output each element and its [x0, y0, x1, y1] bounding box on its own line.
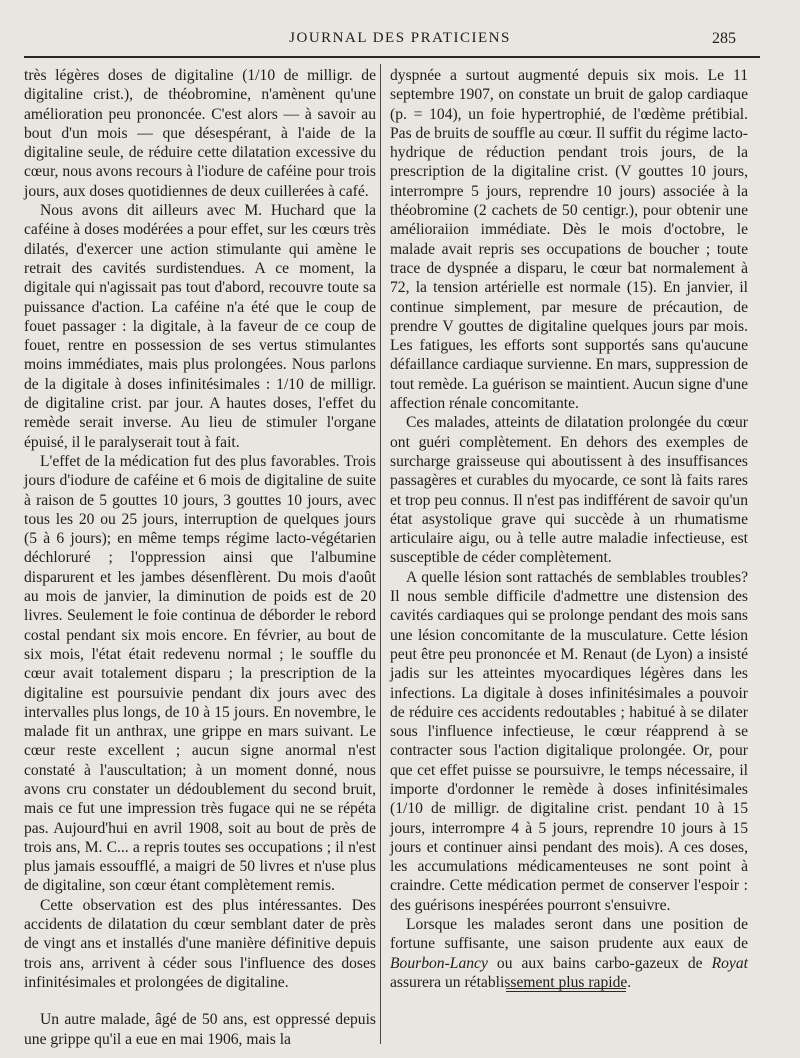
left-column	[24, 66, 376, 1049]
place-name: Bourbon-Lancy	[390, 954, 488, 972]
paragraph-text: Lorsque les malades seront dans une position de fortune suffisante, une saison prudente aux eaux de	[390, 916, 748, 953]
paragraph: Ces malades, atteints de dilatation prolongée du cœur ont guéri complètement. En dehors des exemples de surcharge graisseuse qui aboutissent à des insuffisances passagères et curables du myocarde, ce sont là faits rares et trop peu connus. Il n'est pas indifférent de savoir qu'un état asystolique grave qui succède à un rhumatisme articulaire aigu, ou à telle autre maladie infectieuse, est susceptible de céder complètement.	[390, 414, 748, 567]
column-divider	[380, 64, 381, 1044]
paragraph: Nous avons dit ailleurs avec M. Huchard que la caféine à doses modérées a pour effet, sur les cœurs très dilatés, d'exercer une action stimulante qui amène le retrait des cavités surdistendues. A ce moment, la digitale qui n'agissait pas tout d'abord, recouvre toute sa puissance d'action. La caféine n'a été que le coup de fouet passager : la digitale, à la faveur de ce coup de fouet, rentre en possession de ses vertus stimulantes moins immédiates, mais plus prolongées. Nous parlons de la digitale à doses infinitésimales : 1/10 de milligr. de digitaline crist. par jour. A hautes doses, l'effet du remède serait inverse. Au lieu de stimuler l'organe épuisé, il le paralyserait tout à fait.	[24, 202, 376, 451]
end-rule	[506, 988, 626, 989]
paragraph: très légères doses de digitaline (1/10 de milligr. de digitaline crist.), de théobromine, n'amènent qu'une amélioration peu prononcée. C'est alors — à savoir au bout d'un mois — que désespérant, à l'aide de la digitaline seule, de réduire cette dilatation excessive du cœur, nous avons recours à l'iodure de caféine pour trois jours, aux doses quotidiennes de deux cuillerées à café.	[24, 67, 376, 200]
paragraph: Cette observation est des plus intéressantes. Des accidents de dilatation du cœur semblant dater de près de vingt ans et installés d'une manière définitive depuis trois ans, arrivent à céder sous l'influence des doses infinitésimales et prolongées de digitaline.	[24, 896, 376, 991]
running-title: JOURNAL DES PRATICIENS	[289, 30, 511, 46]
header-rule	[24, 56, 760, 58]
paragraph-text: assurera un rétablissement plus rapide.	[390, 973, 632, 991]
page-header	[24, 30, 776, 52]
paragraph: dyspnée a surtout augmenté depuis six mois. Le 11 septembre 1907, on constate un bruit de galop cardiaque (p. = 104), un foie hypertrophié, de l'œdème prétibial. Pas de bruits de souffle au cœur. Il suffit du régime lacto-hydrique de réduction pendant trois jours, de la prescription de la digitaline crist. (V gouttes 10 jours, interrompre 5 jours, reprendre 10 jours) associée à la théobromine (2 cachets de 50 centigr.), pour obtenir une amélioraiion immédiate. Dès le mois d'octobre, le malade avait repris ses occupations de boucher ; toute trace de dyspnée a disparu, le cœur bat normalement à 72, la tension artérielle est normale (15). En janvier, il continue simplement, par mesure de précaution, de prendre V gouttes de digitaline quelques jours par mois. Les fatigues, les efforts sont supportés sans qu'aucune défaillance cardiaque survienne. En mars, suppression de tout remède. La guérison se maintient. Aucun signe d'une affection rénale concomitante.	[390, 67, 748, 413]
place-name: Royat	[711, 954, 748, 972]
paragraph-text: ou aux bains carbo-gazeux de	[496, 954, 703, 972]
paragraph: A quelle lésion sont rattachés de semblables troubles? Il nous semble difficile d'admettre une distension des cavités cardiaques qui se prolonge pendant des mois sans une lésion concomitante de la musculature. Cette lésion peut être peu prononcée et M. Renaut (de Lyon) a insisté jadis sur les atteintes myocardiques légères dans les infections. La digitale à doses infinitésimales a pouvoir de réduire ces accidents redoutables ; habitué à se dilater sous l'influence infectieuse, le cœur réapprend à se contracter sous l'action digitalique prolongée. Or, pour que cet effet puisse se poursuivre, le temps nécessaire, il importe d'ordonner le remède à doses infinitésimales (1/10 de milligr. de digitaline crist. pendant 10 à 15 jours, interrompre 4 à 5 jours, reprendre 10 jours à 15 jours et continuer ainsi pendant des mois). A ces doses, les accumulations médicamenteuses ne sont point à craindre. Cette médication permet de conserver l'espoir : des guérisons inespérées pourront s'ensuivre.	[390, 568, 748, 914]
right-column	[390, 66, 748, 992]
page-number: 285	[712, 30, 736, 47]
paragraph	[390, 915, 748, 992]
paragraph: L'effet de la médication fut des plus favorables. Trois jours d'iodure de caféine et 6 mois de digitaline de suite à raison de 5 gouttes 10 jours, 3 gouttes 10 jours, avec tous les 20 ou 25 jours, interruption de quelques jours (5 à 6 jours); en même temps régime lacto-végétarien déchloruré ; l'oppression ainsi que l'albumine disparurent et les jambes désenflèrent. Du mois d'août au mois de janvier, la diminution de poids est de 20 livres. Seulement le foie continua de déborder le rebord costal pendant six mois encore. En février, au bout de six mois, l'état était redevenu normal ; le souffle du cœur avait totalement disparu ; la prescription de la digitaline est poursuivie pendant dix jours avec des intervalles plus longs, de 10 à 15 jours. En novembre, le malade fit un anthrax, une grippe en mars suivant. Le cœur reste excellent ; aucun signe anormal n'est constaté à l'auscultation; à un moment donné, nous avons cru constater un dédoublement du second bruit, mais ce fut une impression très fugace qui ne se répéta pas. Aujourd'hui en avril 1908, soit au bout de près de trois ans, M. C... a repris toutes ses occupations ; il n'est plus jamais essoufflé, a maigri de 50 livres et n'use plus de digitaline, son cœur étant complètement remis.	[24, 452, 376, 895]
paragraph: Un autre malade, âgé de 50 ans, est oppressé depuis une grippe qu'il a eue en mai 1906, mais la	[24, 1011, 376, 1048]
end-rule	[506, 991, 626, 992]
